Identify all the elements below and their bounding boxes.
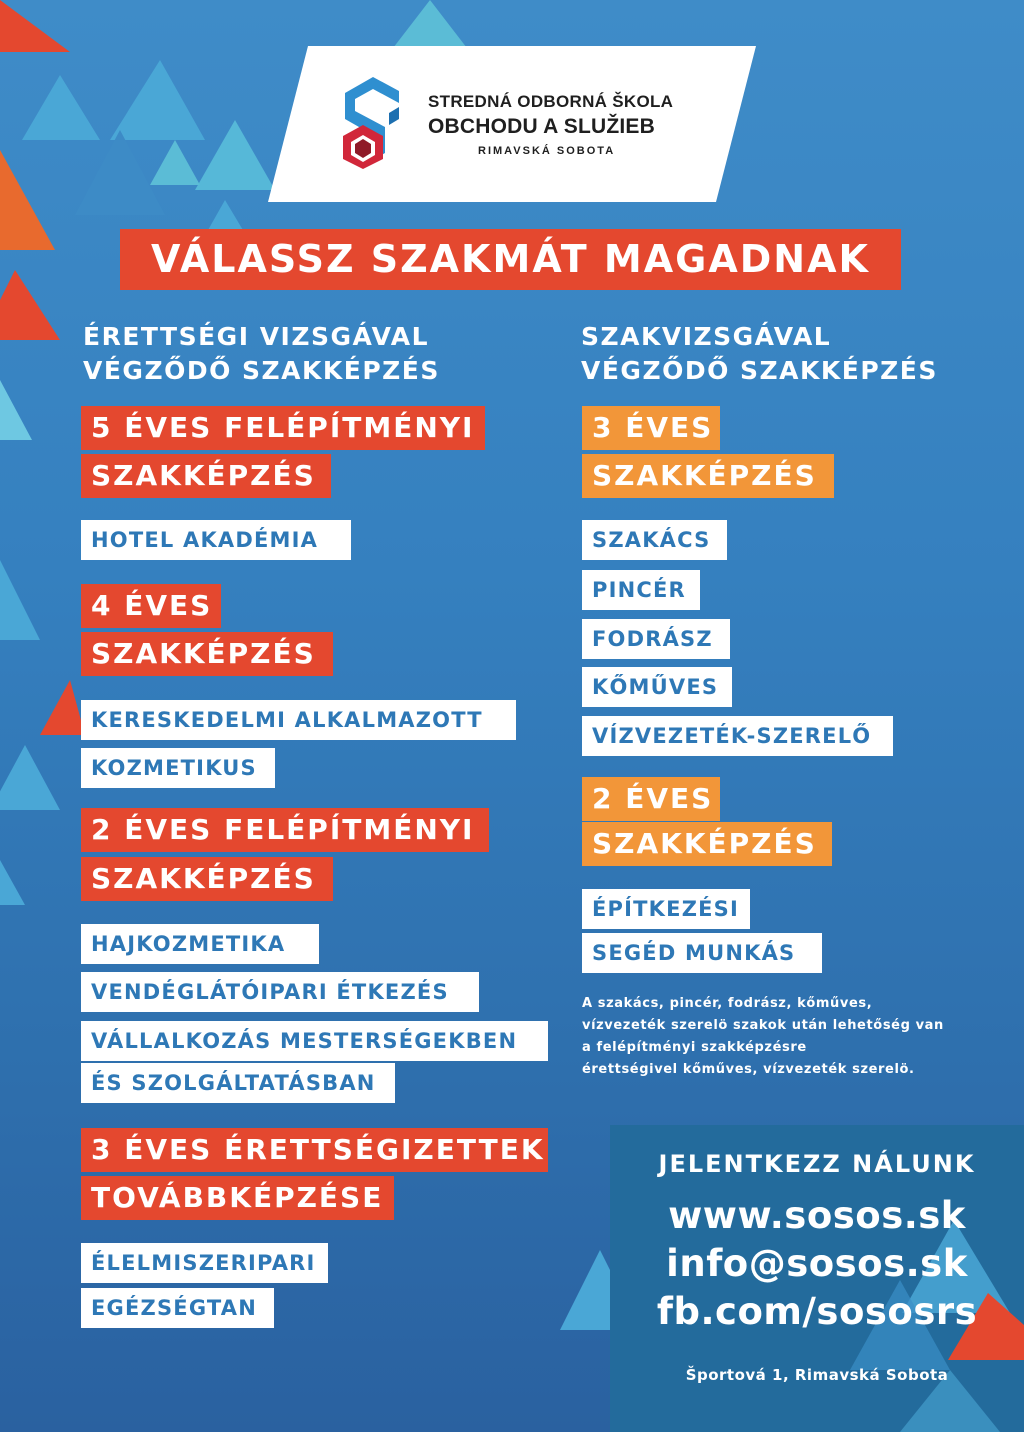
program-item: ÉPÍTKEZÉSI	[582, 889, 750, 929]
left-heading-line1: ÉRETTSÉGI VIZSGÁVAL	[83, 322, 430, 351]
program-header-4-year: 4 ÉVES	[81, 584, 221, 628]
left-heading-line2: VÉGZŐDŐ SZAKKÉPZÉS	[83, 356, 440, 385]
program-item: SEGÉD MUNKÁS	[582, 933, 822, 973]
email-link[interactable]: info@sosos.sk	[666, 1242, 968, 1285]
program-item: HAJKOZMETIKA	[81, 924, 319, 964]
program-item: VÍZVEZETÉK-SZERELŐ	[582, 716, 893, 756]
deco-triangle	[0, 270, 60, 340]
deco-triangle	[0, 745, 60, 810]
deco-triangle	[150, 140, 200, 185]
program-item: ÉS SZOLGÁLTATÁSBAN	[81, 1063, 395, 1103]
note-line: A szakács, pincér, fodrász, kőműves,	[582, 996, 873, 1011]
program-item: EGÉZSÉGTAN	[81, 1288, 274, 1328]
deco-triangle	[0, 150, 55, 250]
deco-triangle	[22, 75, 100, 140]
deco-triangle	[0, 0, 70, 52]
program-header-2-year-vocational: 2 ÉVES	[582, 777, 720, 821]
program-item: HOTEL AKADÉMIA	[81, 520, 351, 560]
deco-triangle	[0, 560, 40, 640]
deco-triangle	[75, 130, 165, 215]
note-line: vízvezeték szerelö szakok után lehetőség van	[582, 1018, 944, 1033]
note-line: érettségivel kőműves, vízvezeték szerelö.	[582, 1062, 915, 1077]
program-header-5-year: 5 ÉVES FELÉPÍTMÉNYI	[81, 406, 485, 450]
page-title: VÁLASSZ SZAKMÁT MAGADNAK	[120, 229, 901, 290]
program-header-2-year-vocational-line2: SZAKKÉPZÉS	[582, 822, 832, 866]
note-line: a felépítményi szakképzésre	[582, 1040, 807, 1055]
contact-heading: JELENTKEZZ NÁLUNK	[658, 1150, 976, 1178]
deco-triangle	[0, 380, 32, 440]
deco-triangle	[390, 0, 470, 52]
school-logo-icon	[333, 73, 413, 169]
program-header-3-year-graduates-line2: TOVÁBBKÉPZÉSE	[81, 1176, 394, 1220]
right-heading-line2: VÉGZŐDŐ SZAKKÉPZÉS	[581, 356, 938, 385]
right-heading-line1: SZAKVIZSGÁVAL	[581, 322, 832, 351]
school-city: RIMAVSKÁ SOBOTA	[478, 145, 616, 157]
school-name-line1: STREDNÁ ODBORNÁ ŠKOLA	[428, 92, 674, 111]
school-name-line2: OBCHODU A SLUŽIEB	[428, 115, 656, 138]
program-header-3-year-line2: SZAKKÉPZÉS	[582, 454, 834, 498]
program-item: VÁLLALKOZÁS MESTERSÉGEKBEN	[81, 1021, 548, 1061]
deco-triangle	[40, 680, 85, 735]
left-column-heading	[83, 320, 440, 388]
program-header-5-year-line2: SZAKKÉPZÉS	[81, 454, 331, 498]
address: Športová 1, Rimavská Sobota	[685, 1366, 949, 1384]
deco-triangle	[195, 120, 275, 190]
website-link[interactable]: www.sosos.sk	[668, 1194, 966, 1237]
note-text	[582, 993, 982, 1081]
program-header-3-year: 3 ÉVES	[582, 406, 720, 450]
deco-triangle	[110, 60, 205, 140]
program-item: VENDÉGLÁTÓIPARI ÉTKEZÉS	[81, 972, 479, 1012]
program-header-3-year-graduates: 3 ÉVES ÉRETTSÉGIZETTEK	[81, 1128, 548, 1172]
program-item: SZAKÁCS	[582, 520, 727, 560]
program-header-2-year-line2: SZAKKÉPZÉS	[81, 857, 333, 901]
school-name	[428, 92, 673, 157]
program-header-2-year: 2 ÉVES FELÉPÍTMÉNYI	[81, 808, 489, 852]
program-item: KERESKEDELMI ALKALMAZOTT	[81, 700, 516, 740]
program-item: PINCÉR	[582, 570, 700, 610]
right-column-heading	[581, 320, 938, 388]
program-item: KOZMETIKUS	[81, 748, 275, 788]
program-item: FODRÁSZ	[582, 619, 730, 659]
facebook-link[interactable]: fb.com/sososrs	[656, 1290, 978, 1333]
program-item: KŐMŰVES	[582, 667, 732, 707]
program-header-4-year-line2: SZAKKÉPZÉS	[81, 632, 333, 676]
program-item: ÉLELMISZERIPARI	[81, 1243, 328, 1283]
deco-triangle	[0, 860, 25, 905]
